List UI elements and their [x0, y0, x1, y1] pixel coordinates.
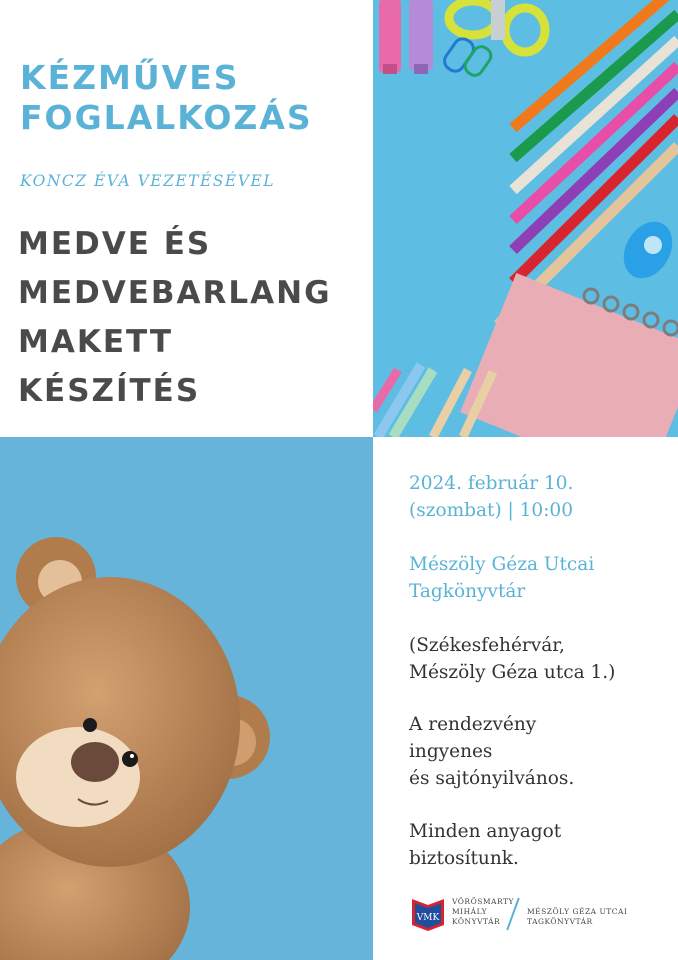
library-logo-icon: [410, 895, 446, 931]
main-library-name: [452, 897, 514, 927]
event-title-line1: MEDVE ÉS: [18, 226, 212, 262]
workshop-title-line2: FOGLALKOZÁS: [20, 98, 313, 137]
main-library-line1: VÖRÖSMARTY: [452, 897, 514, 906]
event-address: [409, 632, 615, 686]
free-admission-line3: és sajtónyilvános.: [409, 768, 575, 789]
free-admission-note: [409, 711, 574, 792]
library-logos: [410, 893, 660, 933]
teddy-bear-photo: [0, 437, 373, 960]
main-library-line2: MIHÁLY: [452, 907, 488, 916]
event-date: [409, 470, 573, 524]
materials-line2: biztosítunk.: [409, 848, 519, 869]
event-venue: [409, 551, 594, 605]
event-venue-line1: Mészöly Géza Utcai: [409, 554, 595, 575]
event-title-line2: MEDVEBARLANG: [18, 275, 332, 311]
event-venue-line2: Tagkönyvtár: [409, 581, 526, 602]
title-panel: [0, 0, 373, 437]
materials-line1: Minden anyagot: [409, 821, 562, 842]
event-title-line3: MAKETT: [18, 324, 174, 360]
event-date-line2: (szombat) | 10:00: [409, 500, 573, 521]
event-title: [18, 220, 332, 416]
craft-supplies-photo: [373, 0, 678, 437]
event-address-line1: (Székesfehérvár,: [409, 635, 565, 656]
craft-supplies-illustration: [373, 0, 678, 437]
workshop-title-line1: KÉZMŰVES: [20, 58, 240, 97]
host-subtitle: KONCZ ÉVA VEZETÉSÉVEL: [20, 172, 276, 190]
materials-note: [409, 818, 561, 872]
event-date-line1: 2024. február 10.: [409, 473, 574, 494]
event-title-line4: KÉSZÍTÉS: [18, 373, 201, 409]
branch-library-name: [527, 907, 627, 927]
teddy-bear-illustration: [0, 437, 373, 960]
event-address-line2: Mészöly Géza utca 1.): [409, 662, 616, 683]
free-admission-line2: ingyenes: [409, 741, 493, 762]
workshop-title: [20, 58, 313, 138]
vmk-mark-text: VMK: [416, 913, 440, 923]
branch-library-line1: MÉSZÖLY GÉZA UTCAI: [527, 907, 628, 916]
free-admission-line1: A rendezvény: [409, 714, 537, 735]
main-library-line3: KÖNYVTÁR: [452, 917, 501, 926]
branch-library-line2: TAGKÖNYVTÁR: [527, 917, 593, 926]
